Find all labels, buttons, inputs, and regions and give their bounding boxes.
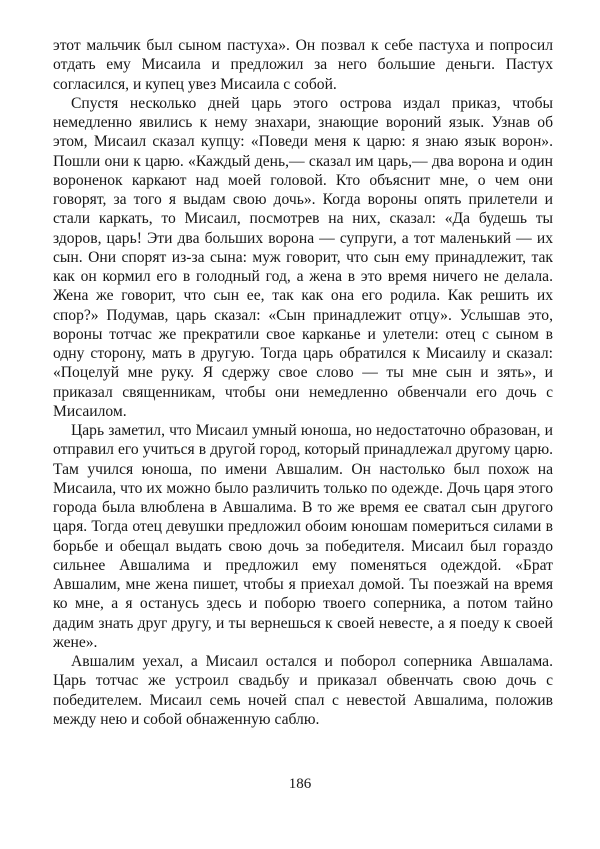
paragraph-avshalim: Царь заметил, что Мисаил умный юноша, но недостаточно образован, и отправил его учиться в другой город, который принадлежал другому царю. Там учился юноша, по имени Авшалим. Он настолько был похож на Мисаила, что их можно было различить только по одежде. Дочь царя этого города была влюблена в Авшалима. В то же время ее сватал сын другого царя. Тогда отец девушки предложил обоим юношам помериться силами в борьбе и обещал выдать свою дочь за победителя. Мисаил был гораздо сильнее Авшалима и предложил ему поменяться одеждой. «Брат Авшалим, мне жена пишет, чтобы я приехал домой. Ты поезжай на время ко мне, а я останусь здесь и поборю твоего соперника, а потом тайно дадим знать друг другу, и ты вернешься к своей невесте, а я поеду к своей жене». xyxy=(53,422,553,651)
paragraph-wedding: Авшалим уехал, а Мисаил остался и поборол соперника Авшалама. Царь тотчас же устроил свадьбу и приказал обвенчать свою дочь с победителем. Мисаил семь ночей спал с невестой Авшалима, положив между нею и собой обнаженную саблю. xyxy=(53,653,553,728)
paragraph-continuation: этот мальчик был сыном пастуха». Он позвал к себе пастуха и попросил отдать ему Мисаила и предложил за него большие деньги. Пастух согласился, и купец увез Мисаила с собой. xyxy=(53,37,553,93)
page-number: 186 xyxy=(288,776,312,792)
paragraph-ravens: Спустя несколько дней царь этого острова издал приказ, чтобы немедленно явились к нему знахари, знающие вороний язык. Узнав об этом, Мисаил сказал купцу: «Поведи меня к царю: я знаю язык ворон». Пошли они к царю. «Каждый день,— сказал им царь,— два ворона и один вороненок каркают над моей головой. Кто объяснит мне, о чем они говорят, за того я выдам свою дочь». Когда вороны опять прилетели и стали каркать, то Мисаил, посмотрев на них, сказал: «Да будешь ты здоров, царь! Эти два больших ворона — супруги, а тот маленький — их сын. Они спорят из-за сына: муж говорит, что сын ему принадлежит, так как он кормил его в голодный год, а жена в это время ничего не делала. Жена же говорит, что сын ее, так как она его родила. Как решить их спор?» Подумав, царь сказал: «Сын принадлежит отцу». Услышав это, вороны тотчас же прекратили свое карканье и улетели: отец с сыном в одну сторону, мать в другую. Тогда царь обратился к Мисаилу и сказал: «Поцелуй мне руку. Я сдержу свое слово — ты мне сын и зять», и приказал священникам, чтобы они немедленно обвенчали его дочь с Мисаилом. xyxy=(53,94,553,420)
body-text xyxy=(53,36,553,729)
